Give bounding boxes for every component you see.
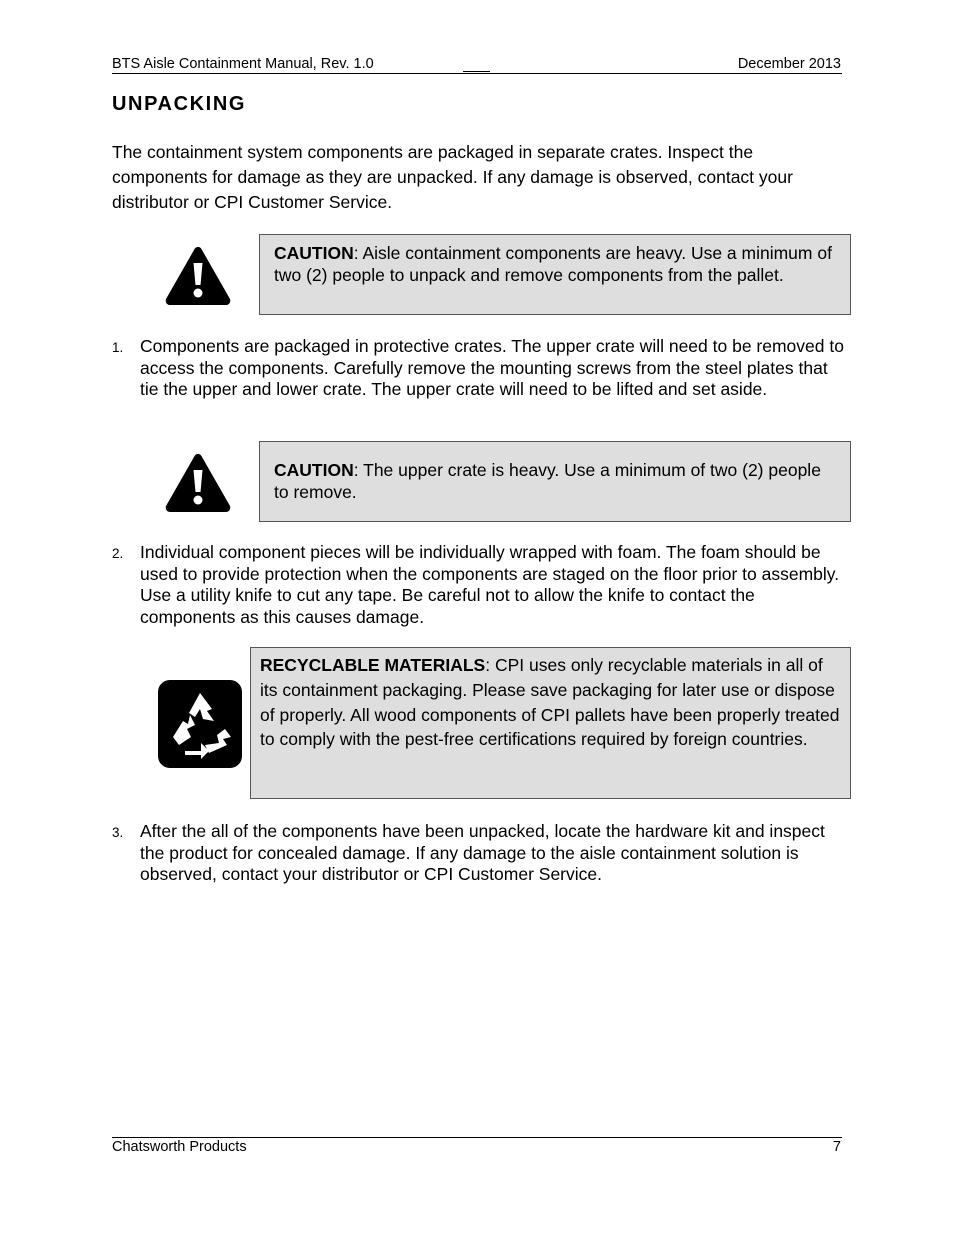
caution-label: CAUTION: [274, 243, 354, 263]
footer-rule: [112, 1137, 842, 1138]
caution-text: : The upper crate is heavy. Use a minimum of two (2) people to remove.: [274, 460, 821, 502]
warning-triangle-icon: [163, 243, 233, 307]
section-title: UNPACKING: [112, 93, 247, 115]
caution-box-1: [259, 234, 851, 315]
header-date: December 2013: [737, 56, 841, 72]
header-title: BTS Aisle Containment Manual, Rev. 1.0: [112, 56, 374, 72]
recyclable-box: [250, 647, 851, 799]
warning-triangle-icon: [163, 450, 233, 514]
recycle-icon: [157, 679, 243, 769]
step-number: 2.: [112, 546, 124, 561]
step-number: 1.: [112, 340, 124, 355]
step-text: Individual component pieces will be individually wrapped with foam. The foam should be used to provide protection when the components are staged on the floor prior to assembly. Use a utility knife to cut any tape. Be careful not to allow the knife to contact the components as this causes damage.: [140, 542, 840, 627]
step-text: After the all of the components have been unpacked, locate the hardware kit and inspect the product for concealed damage. If any damage to the aisle containment solution is observed, contact your distributor or CPI Customer Service.: [140, 821, 825, 884]
header-rule: [112, 73, 842, 74]
header-mark: [463, 58, 490, 72]
step-number: 3.: [112, 825, 124, 840]
caution-label: CAUTION: [274, 460, 354, 480]
page-number: 7: [832, 1139, 841, 1155]
caution-text: : Aisle containment components are heavy. Use a minimum of two (2) people to unpack and remove components from the pallet.: [274, 243, 832, 285]
footer-company: Chatsworth Products: [112, 1139, 247, 1155]
recyclable-text: : CPI uses only recyclable materials in all of its containment packaging. Please save packaging for later use or dispose of properly. All wood components of CPI pallets have been properly treated to comply with the pest-free certifications required by foreign countries.: [260, 655, 840, 750]
intro-paragraph: The containment system components are packaged in separate crates. Inspect the components for damage as they are unpacked. If any damage is observed, contact your distributor or CPI Customer Service.: [112, 142, 793, 212]
recyclable-label: RECYCLABLE MATERIALS: [260, 655, 486, 675]
step-text: Components are packaged in protective crates. The upper crate will need to be removed to access the components. Carefully remove the mounting screws from the steel plates that tie the upper and lower crate. The upper crate will need to be lifted and set aside.: [140, 336, 844, 399]
caution-box-2: [259, 441, 851, 522]
